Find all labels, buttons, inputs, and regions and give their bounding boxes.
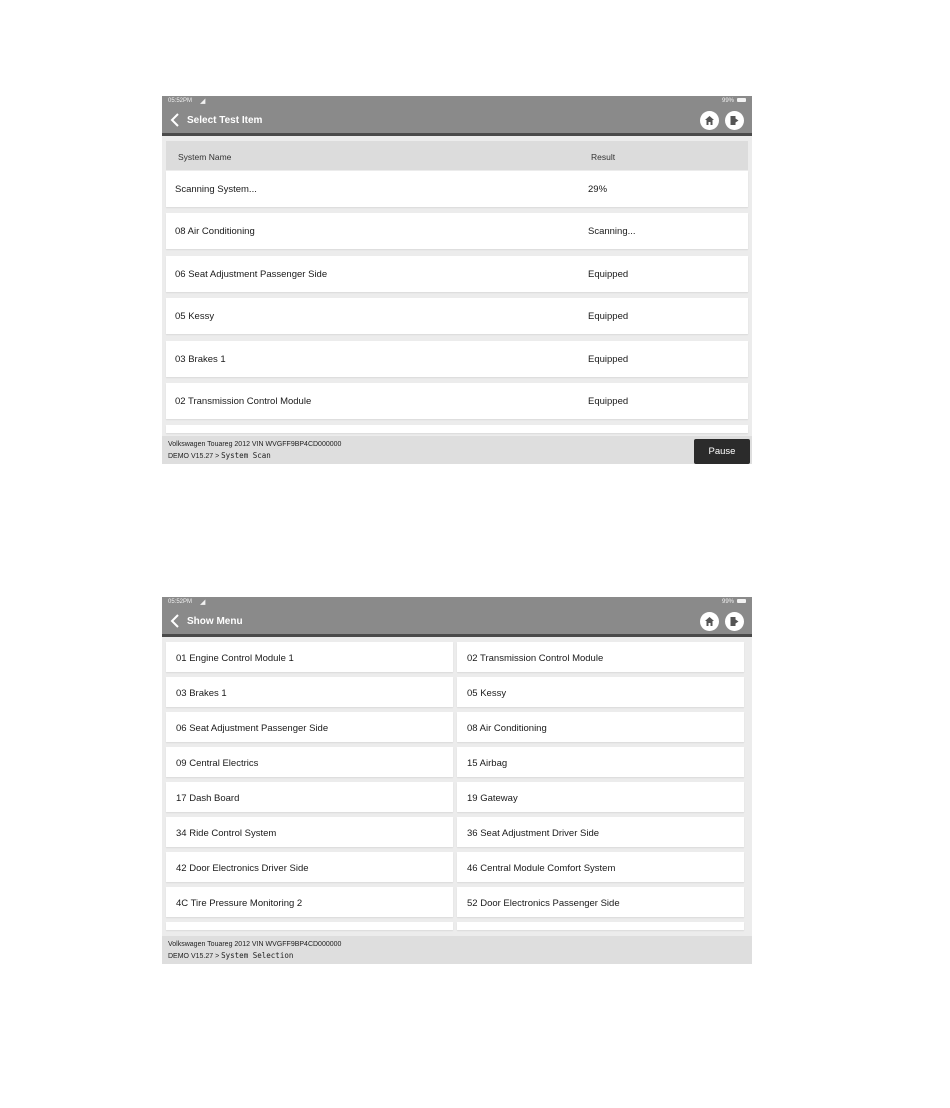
app-bar — [162, 597, 752, 637]
row-result: Scanning... — [588, 226, 636, 237]
status-footer — [162, 936, 752, 964]
row-system-name: 02 Transmission Control Module — [175, 396, 312, 407]
menu-item[interactable]: 52 Door Electronics Passenger Side — [457, 887, 744, 917]
row-system-name: 03 Brakes 1 — [175, 354, 226, 365]
menu-item[interactable]: 06 Seat Adjustment Passenger Side — [166, 712, 453, 742]
table-row[interactable] — [166, 341, 748, 377]
table-row[interactable] — [166, 256, 748, 292]
home-button[interactable] — [700, 111, 719, 130]
row-system-name: 06 Seat Adjustment Passenger Side — [175, 269, 328, 280]
row-result: 29% — [588, 184, 608, 195]
row-result: Equipped — [588, 269, 629, 280]
vehicle-info: Volkswagen Touareg 2012 VIN WVGFF9BP4CD000000 — [168, 941, 342, 948]
row-result: Equipped — [588, 311, 629, 322]
menu-item[interactable]: 05 Kessy — [457, 677, 744, 707]
home-icon — [704, 115, 715, 126]
column-header-system-name: System Name — [178, 152, 232, 162]
page-title: Select Test Item — [187, 115, 263, 126]
select-test-item-screen — [162, 96, 752, 464]
battery-status: 99% — [722, 98, 746, 104]
menu-item[interactable]: 4C Tire Pressure Monitoring 2 — [166, 887, 453, 917]
breadcrumb: DEMO V15.27 > System Selection — [168, 951, 294, 960]
chevron-left-icon[interactable] — [168, 613, 182, 629]
battery-icon — [737, 98, 746, 102]
pause-button[interactable]: Pause — [694, 439, 750, 464]
battery-status: 99% — [722, 599, 746, 605]
row-system-name: 05 Kessy — [175, 311, 215, 322]
menu-item[interactable]: 36 Seat Adjustment Driver Side — [457, 817, 744, 847]
table-header — [166, 141, 748, 170]
menu-item[interactable]: 46 Central Module Comfort System — [457, 852, 744, 882]
wifi-icon: ◢ — [200, 98, 206, 105]
exit-icon — [729, 616, 740, 627]
app-bar — [162, 96, 752, 136]
show-menu-screen — [162, 597, 752, 964]
menu-item-partial — [166, 922, 453, 930]
menu-item[interactable]: 15 Airbag — [457, 747, 744, 777]
status-time: 05:52PM — [168, 599, 193, 605]
menu-item[interactable]: 09 Central Electrics — [166, 747, 453, 777]
table-row[interactable] — [166, 213, 748, 249]
table-row[interactable] — [166, 383, 748, 419]
page-title: Show Menu — [187, 616, 243, 627]
home-button[interactable] — [700, 612, 719, 631]
battery-icon — [737, 599, 746, 603]
row-system-name: Scanning System... — [175, 184, 257, 195]
row-result: Equipped — [588, 396, 629, 407]
menu-item[interactable]: 42 Door Electronics Driver Side — [166, 852, 453, 882]
row-result: Equipped — [588, 354, 629, 365]
breadcrumb: DEMO V15.27 > System Scan — [168, 451, 271, 460]
menu-item[interactable]: 08 Air Conditioning — [457, 712, 744, 742]
status-footer — [162, 436, 752, 464]
menu-item[interactable]: 02 Transmission Control Module — [457, 642, 744, 672]
status-time: 05:52PM — [168, 98, 193, 104]
vehicle-info: Volkswagen Touareg 2012 VIN WVGFF9BP4CD000000 — [168, 441, 342, 448]
menu-item[interactable]: 01 Engine Control Module 1 — [166, 642, 453, 672]
table-row-partial — [166, 425, 748, 433]
column-header-result: Result — [591, 152, 616, 162]
table-row[interactable] — [166, 171, 748, 207]
menu-item[interactable]: 03 Brakes 1 — [166, 677, 453, 707]
exit-icon — [729, 115, 740, 126]
chevron-left-icon[interactable] — [168, 112, 182, 128]
exit-button[interactable] — [725, 612, 744, 631]
menu-item[interactable]: 17 Dash Board — [166, 782, 453, 812]
home-icon — [704, 616, 715, 627]
exit-button[interactable] — [725, 111, 744, 130]
menu-item[interactable]: 19 Gateway — [457, 782, 744, 812]
table-row[interactable] — [166, 298, 748, 334]
row-system-name: 08 Air Conditioning — [175, 226, 255, 237]
menu-item[interactable]: 34 Ride Control System — [166, 817, 453, 847]
menu-item-partial — [457, 922, 744, 930]
wifi-icon: ◢ — [200, 599, 206, 606]
